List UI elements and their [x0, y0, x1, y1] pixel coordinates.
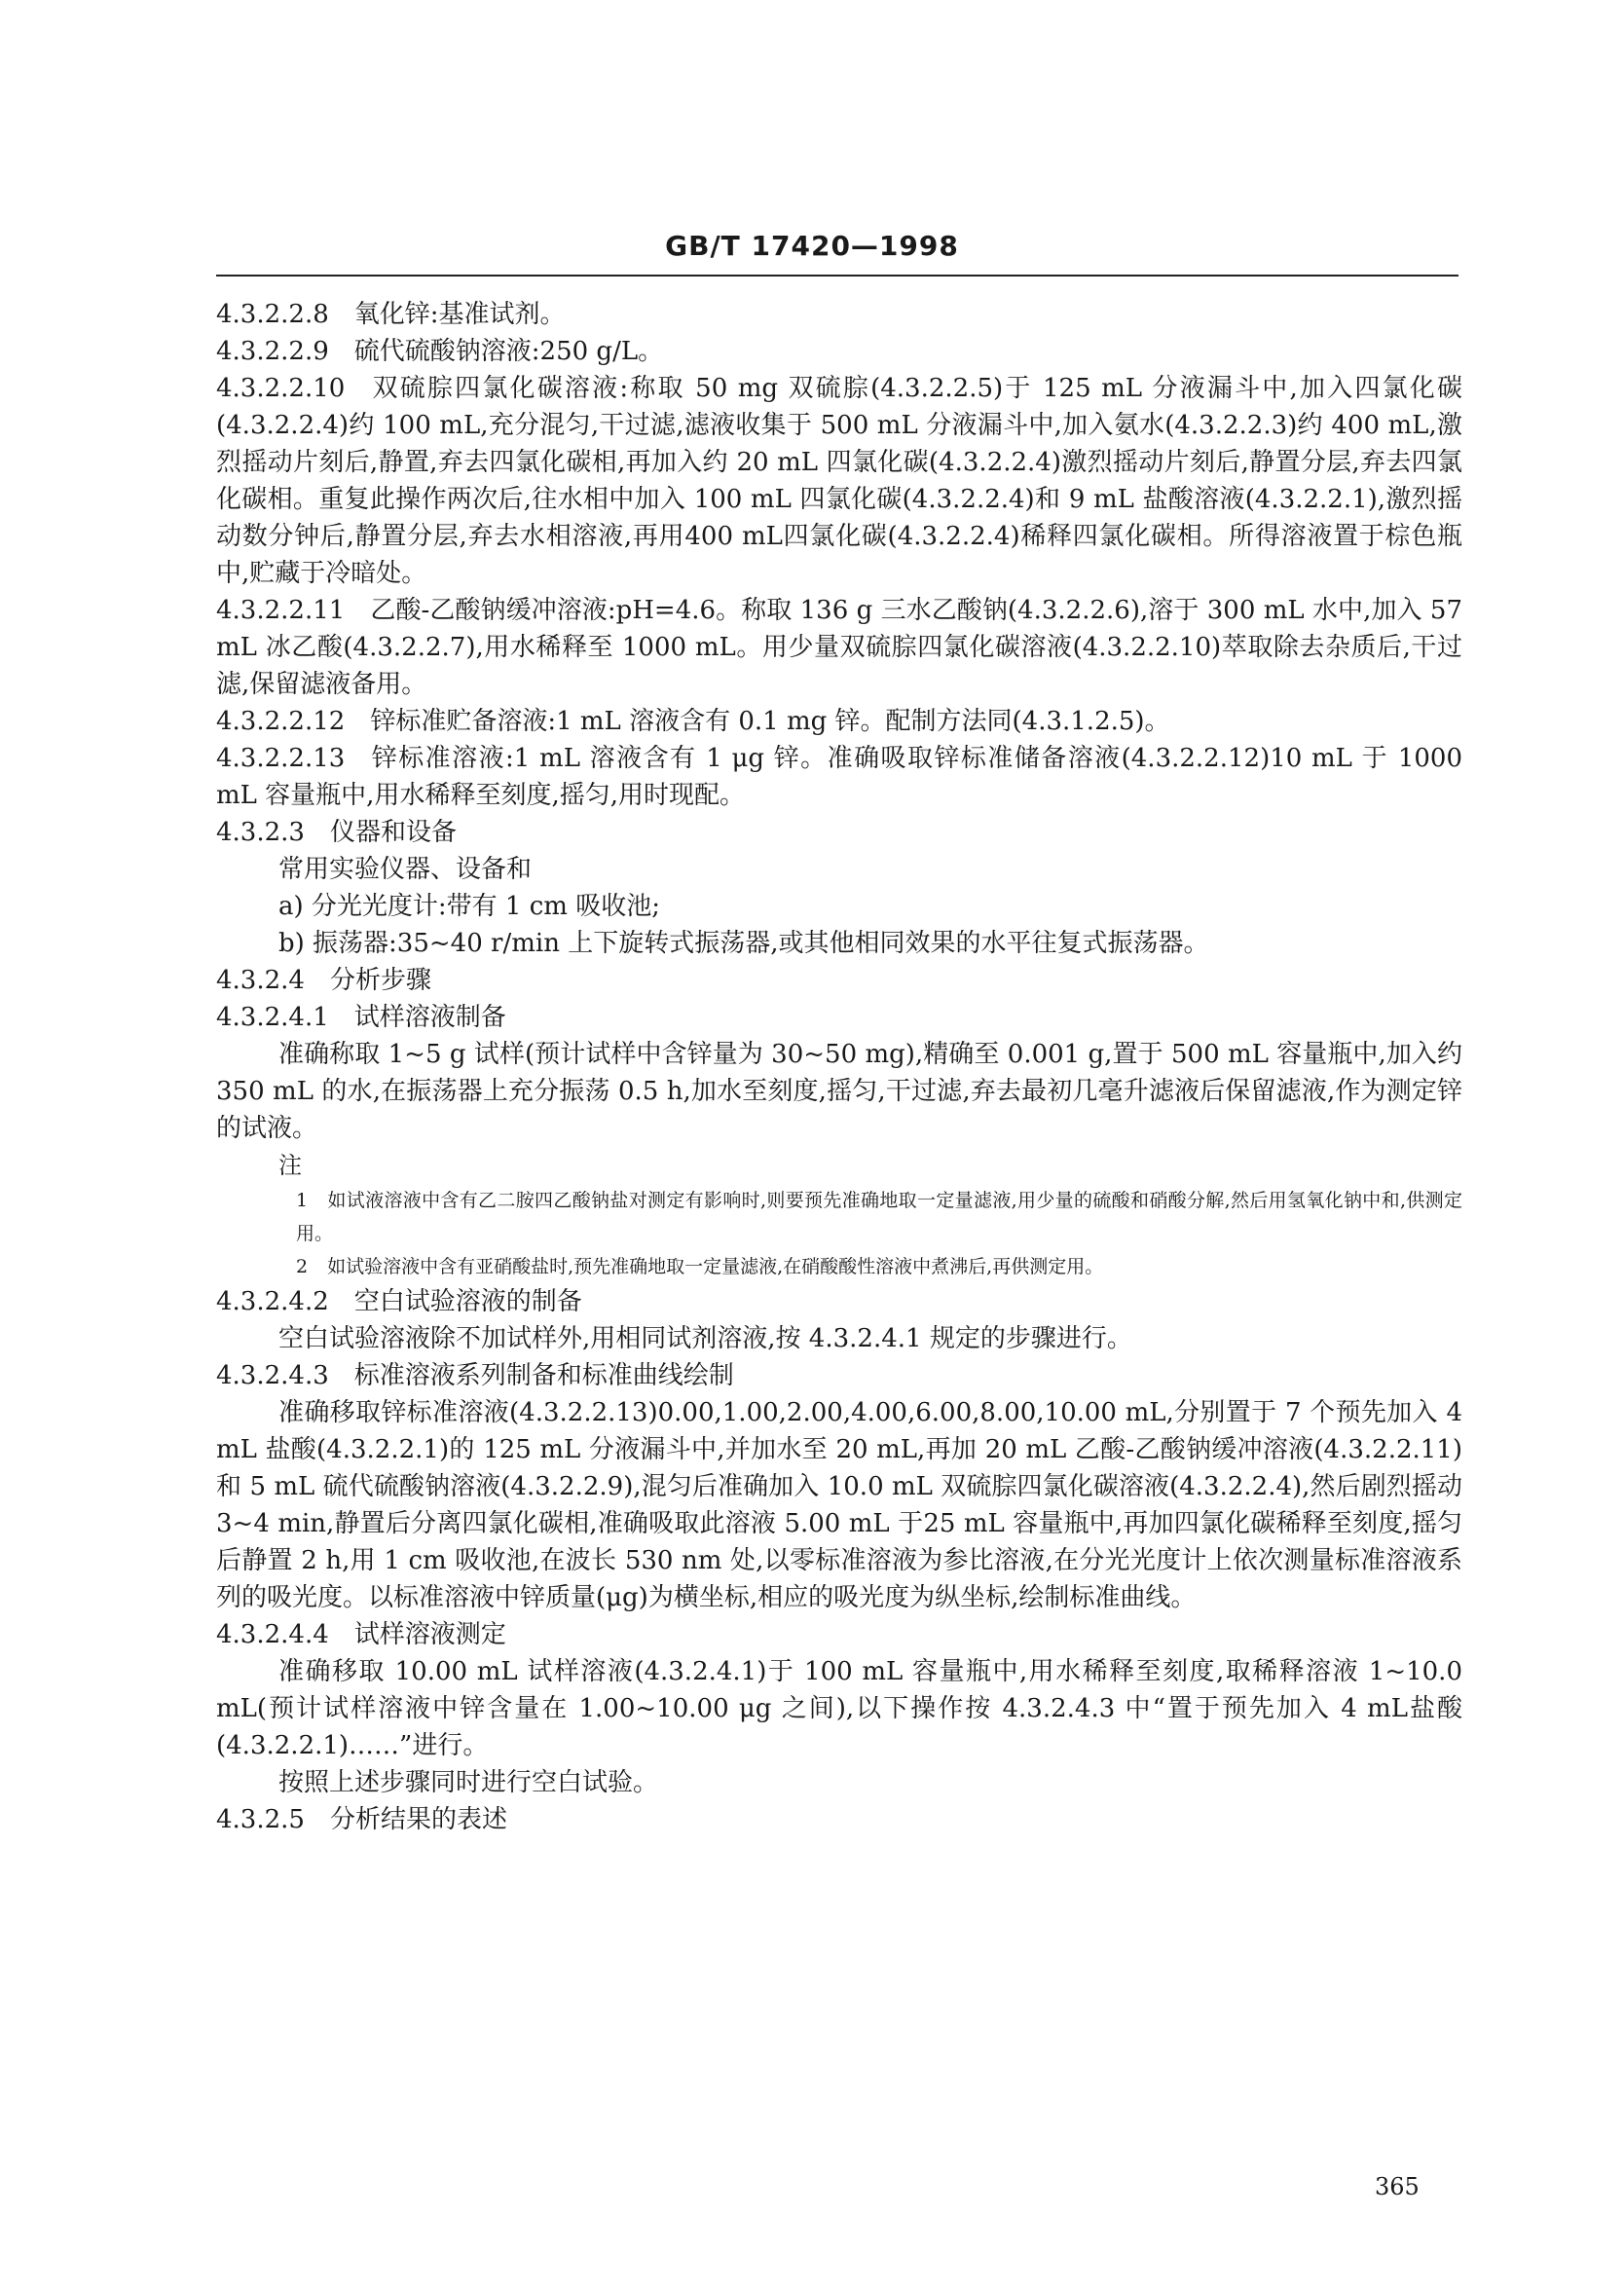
equipment-item-b: b) 振荡器:35~40 r/min 上下旋转式振荡器,或其他相同效果的水平往复式振荡器。	[278, 929, 1209, 958]
section-4324: 4.3.2.4 分析步骤	[216, 966, 431, 995]
paragraph-blank-test: 按照上述步骤同时进行空白试验。	[278, 1768, 659, 1797]
section-4323: 4.3.2.3 仪器和设备	[216, 818, 457, 847]
equipment-item-a: a) 分光光度计:带有 1 cm 吸收池;	[278, 892, 660, 921]
section-4325: 4.3.2.5 分析结果的表述	[216, 1805, 507, 1834]
paragraph-43243: 准确移取锌标准溶液(4.3.2.2.13)0.00,1.00,2.00,4.00,6.00,8.00,10.00 mL,分别置于 7 个预先加入 4 mL 盐酸(4.3.2.2.1)的 125 mL 分液漏斗中,并加水至 20 mL,再加 20 mL 乙酸-乙酸钠缓冲溶液(4.3.2.2.11)和 5 mL 硫代硫酸钠溶液(4.3.2.2.9),混匀后准确加入 10.0 mL 双硫腙四氯化碳溶液(4.3.2.2.4),然后剧烈摇动 3~4 min,静置后分离四氯化碳相,准确吸取此溶液 5.00 mL 于25 mL 容量瓶中,再加四氯化碳稀释至刻度,摇匀后静置 2 h,用 1 cm 吸收池,在波长 530 nm 处,以零标准溶液为参比溶液,在分光光度计上依次测量标准溶液系列的吸光度。以标准溶液中锌质量(μg)为横坐标,相应的吸光度为纵坐标,绘制标准曲线。	[216, 1398, 1462, 1612]
paragraph-43241: 准确称取 1~5 g 试样(预计试样中含锌量为 30~50 mg),精确至 0.001 g,置于 500 mL 容量瓶中,加入约 350 mL 的水,在振荡器上充分振荡 0.5 h,加水至刻度,摇匀,干过滤,弃去最初几毫升滤液后保留滤液,作为测定锌的试液。	[216, 1040, 1462, 1143]
section-43244: 4.3.2.4.4 试样溶液测定	[216, 1620, 506, 1649]
note-1: 1 如试液溶液中含有乙二胺四乙酸钠盐对测定有影响时,则要预先准确地取一定量滤液,用少量的硫酸和硝酸分解,然后用氢氧化钠中和,供测定用。	[296, 1190, 1462, 1244]
document-header: GB/T 17420—1998	[665, 230, 959, 262]
section-43229: 4.3.2.2.9 硫代硫酸钠溶液:250 g/L。	[216, 337, 664, 366]
header-rule	[216, 275, 1458, 277]
section-432212: 4.3.2.2.12 锌标准贮备溶液:1 mL 溶液含有 0.1 mg 锌。配制方法同(4.3.1.2.5)。	[216, 707, 1170, 736]
page-number: 365	[1375, 2173, 1420, 2200]
section-43241: 4.3.2.4.1 试样溶液制备	[216, 1003, 506, 1032]
equipment-intro: 常用实验仪器、设备和	[278, 855, 533, 884]
note-label: 注	[278, 1152, 302, 1179]
section-43242: 4.3.2.4.2 空白试验溶液的制备	[216, 1287, 582, 1316]
note-2: 2 如试验溶液中含有亚硝酸盐时,预先准确地取一定量滤液,在硝酸酸性溶液中煮沸后,再供测定用。	[296, 1256, 1104, 1277]
paragraph-43244: 准确移取 10.00 mL 试样溶液(4.3.2.4.1)于 100 mL 容量瓶中,用水稀释至刻度,取稀释溶液 1~10.0 mL(预计试样溶液中锌含量在 1.00~10.00 μg 之间),以下操作按 4.3.2.4.3 中“置于预先加入 4 mL盐酸(4.3.2.2.1)……”进行。	[216, 1657, 1462, 1760]
section-432210: 4.3.2.2.10 双硫腙四氯化碳溶液:称取 50 mg 双硫腙(4.3.2.2.5)于 125 mL 分液漏斗中,加入四氯化碳(4.3.2.2.4)约 100 mL,充分混匀,干过滤,滤液收集于 500 mL 分液漏斗中,加入氨水(4.3.2.2.3)约 400 mL,激烈摇动片刻后,静置,弃去四氯化碳相,再加入约 20 mL 四氯化碳(4.3.2.2.4)激烈摇动片刻后,静置分层,弃去四氯化碳相。重复此操作两次后,往水相中加入 100 mL 四氯化碳(4.3.2.2.4)和 9 mL 盐酸溶液(4.3.2.2.1),激烈摇动数分钟后,静置分层,弃去水相溶液,再用400 mL四氯化碳(4.3.2.2.4)稀释四氯化碳相。所得溶液置于棕色瓶中,贮藏于冷暗处。	[216, 374, 1462, 588]
document-body	[216, 296, 1462, 1838]
section-432213: 4.3.2.2.13 锌标准溶液:1 mL 溶液含有 1 μg 锌。准确吸取锌标准储备溶液(4.3.2.2.12)10 mL 于 1000 mL 容量瓶中,用水稀释至刻度,摇匀,用时现配。	[216, 744, 1462, 810]
paragraph-43242: 空白试验溶液除不加试样外,用相同试剂溶液,按 4.3.2.4.1 规定的步骤进行。	[278, 1324, 1132, 1353]
section-43228: 4.3.2.2.8 氧化锌:基准试剂。	[216, 300, 566, 329]
section-43243: 4.3.2.4.3 标准溶液系列制备和标准曲线绘制	[216, 1361, 734, 1390]
section-432211: 4.3.2.2.11 乙酸-乙酸钠缓冲溶液:pH=4.6。称取 136 g 三水乙酸钠(4.3.2.2.6),溶于 300 mL 水中,加入 57 mL 冰乙酸(4.3.2.2.7),用水稀释至 1000 mL。用少量双硫腙四氯化碳溶液(4.3.2.2.10)萃取除去杂质后,干过滤,保留滤液备用。	[216, 596, 1462, 699]
